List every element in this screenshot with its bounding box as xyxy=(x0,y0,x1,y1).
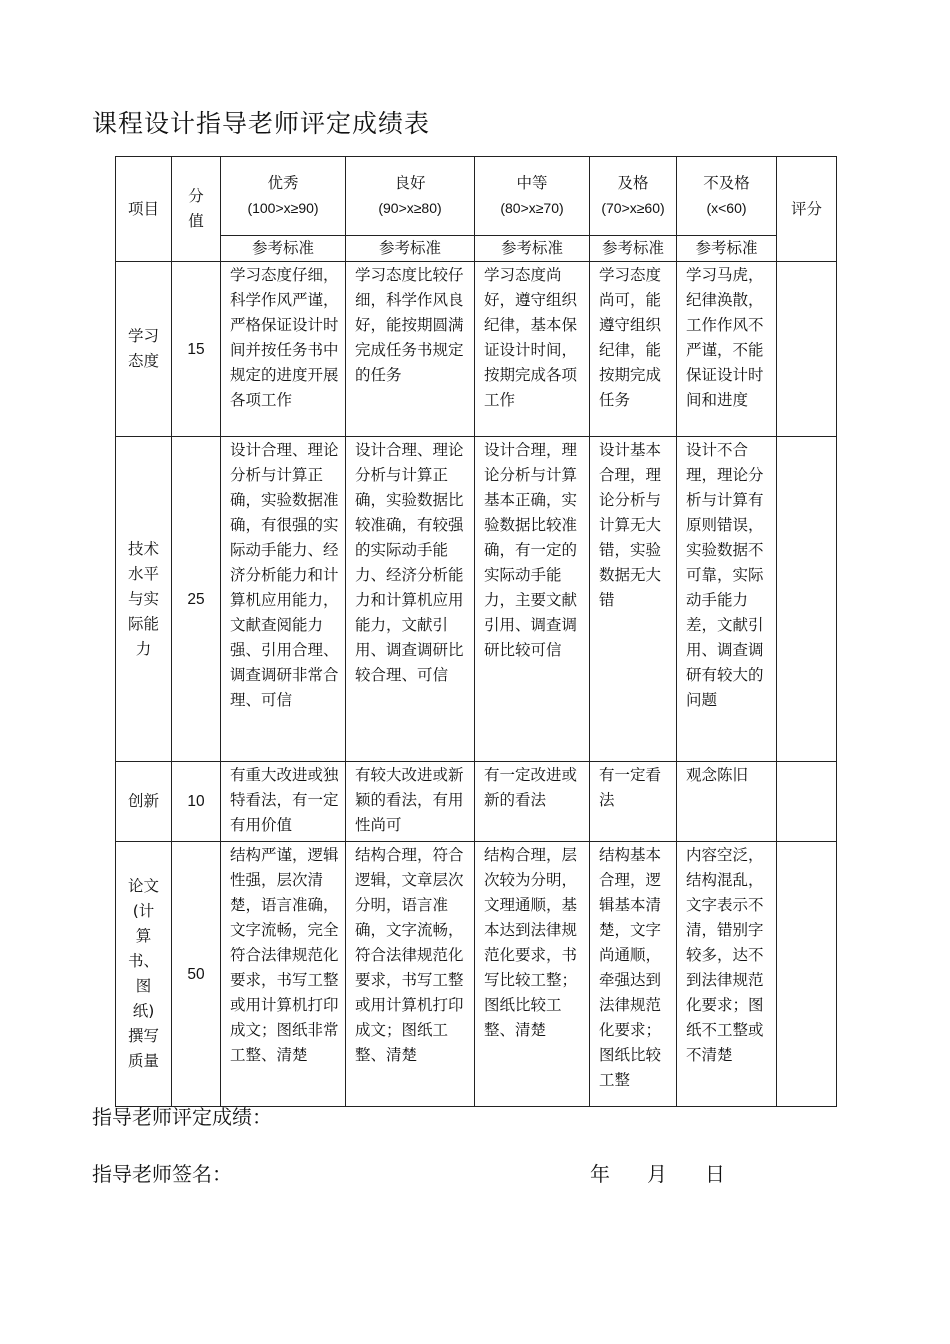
grade-input-cell[interactable] xyxy=(777,842,837,1107)
date-month-label: 月 xyxy=(647,1162,667,1186)
signature-label: 指导老师签名： xyxy=(92,1162,232,1186)
criteria-cell: 学习态度尚好，遵守组织纪律，基本保证设计时间，按期完成各项工作 xyxy=(475,262,590,437)
row-score: 15 xyxy=(172,262,221,437)
level-range: (x<60) xyxy=(706,200,747,216)
level-range: (70>x≥60) xyxy=(601,200,665,216)
header-grade: 评分 xyxy=(777,157,837,262)
row-item: 论文(计算书、图纸)撰写质量 xyxy=(116,842,172,1107)
criteria-cell: 内容空泛，结构混乱，文字表示不清，错别字较多，达不到法律规范化要求；图纸不工整或不清楚 xyxy=(677,842,777,1107)
criteria-cell: 有重大改进或独特看法，有一定有用价值 xyxy=(221,762,346,842)
header-score: 分值 xyxy=(172,157,221,262)
table-row xyxy=(116,842,837,1107)
criteria-cell: 设计合理、理论分析与计算正确，实验数据准确，有很强的实际动手能力、经济分析能力和计算机应用能力，文献查阅能力强、引用合理、调查调研非常合理、可信 xyxy=(221,437,346,762)
criteria-cell: 有较大改进或新颖的看法，有用性尚可 xyxy=(346,762,475,842)
grading-table xyxy=(115,156,837,1107)
header-level-fail xyxy=(677,157,777,236)
grade-input-cell[interactable] xyxy=(777,437,837,762)
row-item: 创新 xyxy=(116,762,172,842)
date-year-label: 年 xyxy=(590,1162,610,1186)
table-row xyxy=(116,762,837,842)
criteria-cell: 有一定看法 xyxy=(590,762,677,842)
row-score: 10 xyxy=(172,762,221,842)
criteria-cell: 学习态度尚可，能遵守组织纪律，能按期完成任务 xyxy=(590,262,677,437)
criteria-cell: 学习马虎，纪律涣散，工作作风不严谨，不能保证设计时间和进度 xyxy=(677,262,777,437)
reference-label: 参考标准 xyxy=(221,236,346,262)
reference-label: 参考标准 xyxy=(346,236,475,262)
header-level-excellent xyxy=(221,157,346,236)
row-item: 技术水平与实际能力 xyxy=(116,437,172,762)
criteria-cell: 学习态度仔细，科学作风严谨，严格保证设计时间并按任务书中规定的进度开展各项工作 xyxy=(221,262,346,437)
level-name: 及格 xyxy=(617,174,649,192)
table-row xyxy=(116,262,837,437)
level-range: (80>x≥70) xyxy=(500,200,564,216)
level-name: 优秀 xyxy=(267,174,299,192)
row-score: 50 xyxy=(172,842,221,1107)
table-row xyxy=(116,437,837,762)
grade-input-cell[interactable] xyxy=(777,762,837,842)
criteria-cell: 设计基本合理，理论分析与计算无大错，实验数据无大错 xyxy=(590,437,677,762)
level-range: (90>x≥80) xyxy=(378,200,442,216)
criteria-cell: 设计合理，理论分析与计算基本正确，实验数据比较准确，有一定的实际动手能力，主要文献引用、调查调研比较可信 xyxy=(475,437,590,762)
reference-label: 参考标准 xyxy=(677,236,777,262)
page-title: 课程设计指导老师评定成绩表 xyxy=(92,109,431,138)
level-name: 中等 xyxy=(516,174,548,192)
level-name: 不及格 xyxy=(703,174,750,192)
criteria-cell: 学习态度比较仔细，科学作风良好，能按期圆满完成任务书规定的任务 xyxy=(346,262,475,437)
criteria-cell: 结构合理，层次较为分明，文理通顺，基本达到法律规范化要求，书写比较工整；图纸比较工整、清楚 xyxy=(475,842,590,1107)
date-day-label: 日 xyxy=(705,1162,725,1186)
reference-label: 参考标准 xyxy=(475,236,590,262)
level-name: 良好 xyxy=(394,174,426,192)
header-level-good xyxy=(346,157,475,236)
criteria-cell: 结构合理，符合逻辑，文章层次分明，语言准确，文字流畅，符合法律规范化要求，书写工整或用计算机打印成文；图纸工整、清楚 xyxy=(346,842,475,1107)
criteria-cell: 结构严谨，逻辑性强，层次清楚，语言准确，文字流畅，完全符合法律规范化要求，书写工整或用计算机打印成文；图纸非常工整、清楚 xyxy=(221,842,346,1107)
criteria-cell: 结构基本合理，逻辑基本清楚，文字尚通顺，牵强达到法律规范化要求；图纸比较工整 xyxy=(590,842,677,1107)
reference-label: 参考标准 xyxy=(590,236,677,262)
criteria-cell: 设计不合理，理论分析与计算有原则错误，实验数据不可靠，实际动手能力差，文献引用、调查调研有较大的问题 xyxy=(677,437,777,762)
criteria-cell: 设计合理、理论分析与计算正确，实验数据比较准确，有较强的实际动手能力、经济分析能力和计算机应用能力，文献引用、调查调研比较合理、可信 xyxy=(346,437,475,762)
level-range: (100>x≥90) xyxy=(247,200,319,216)
header-level-pass xyxy=(590,157,677,236)
row-item: 学习态度 xyxy=(116,262,172,437)
grade-input-cell[interactable] xyxy=(777,262,837,437)
criteria-cell: 有一定改进或新的看法 xyxy=(475,762,590,842)
evaluation-label: 指导老师评定成绩： xyxy=(92,1105,272,1129)
header-item: 项目 xyxy=(116,157,172,262)
criteria-cell: 观念陈旧 xyxy=(677,762,777,842)
row-score: 25 xyxy=(172,437,221,762)
header-level-average xyxy=(475,157,590,236)
